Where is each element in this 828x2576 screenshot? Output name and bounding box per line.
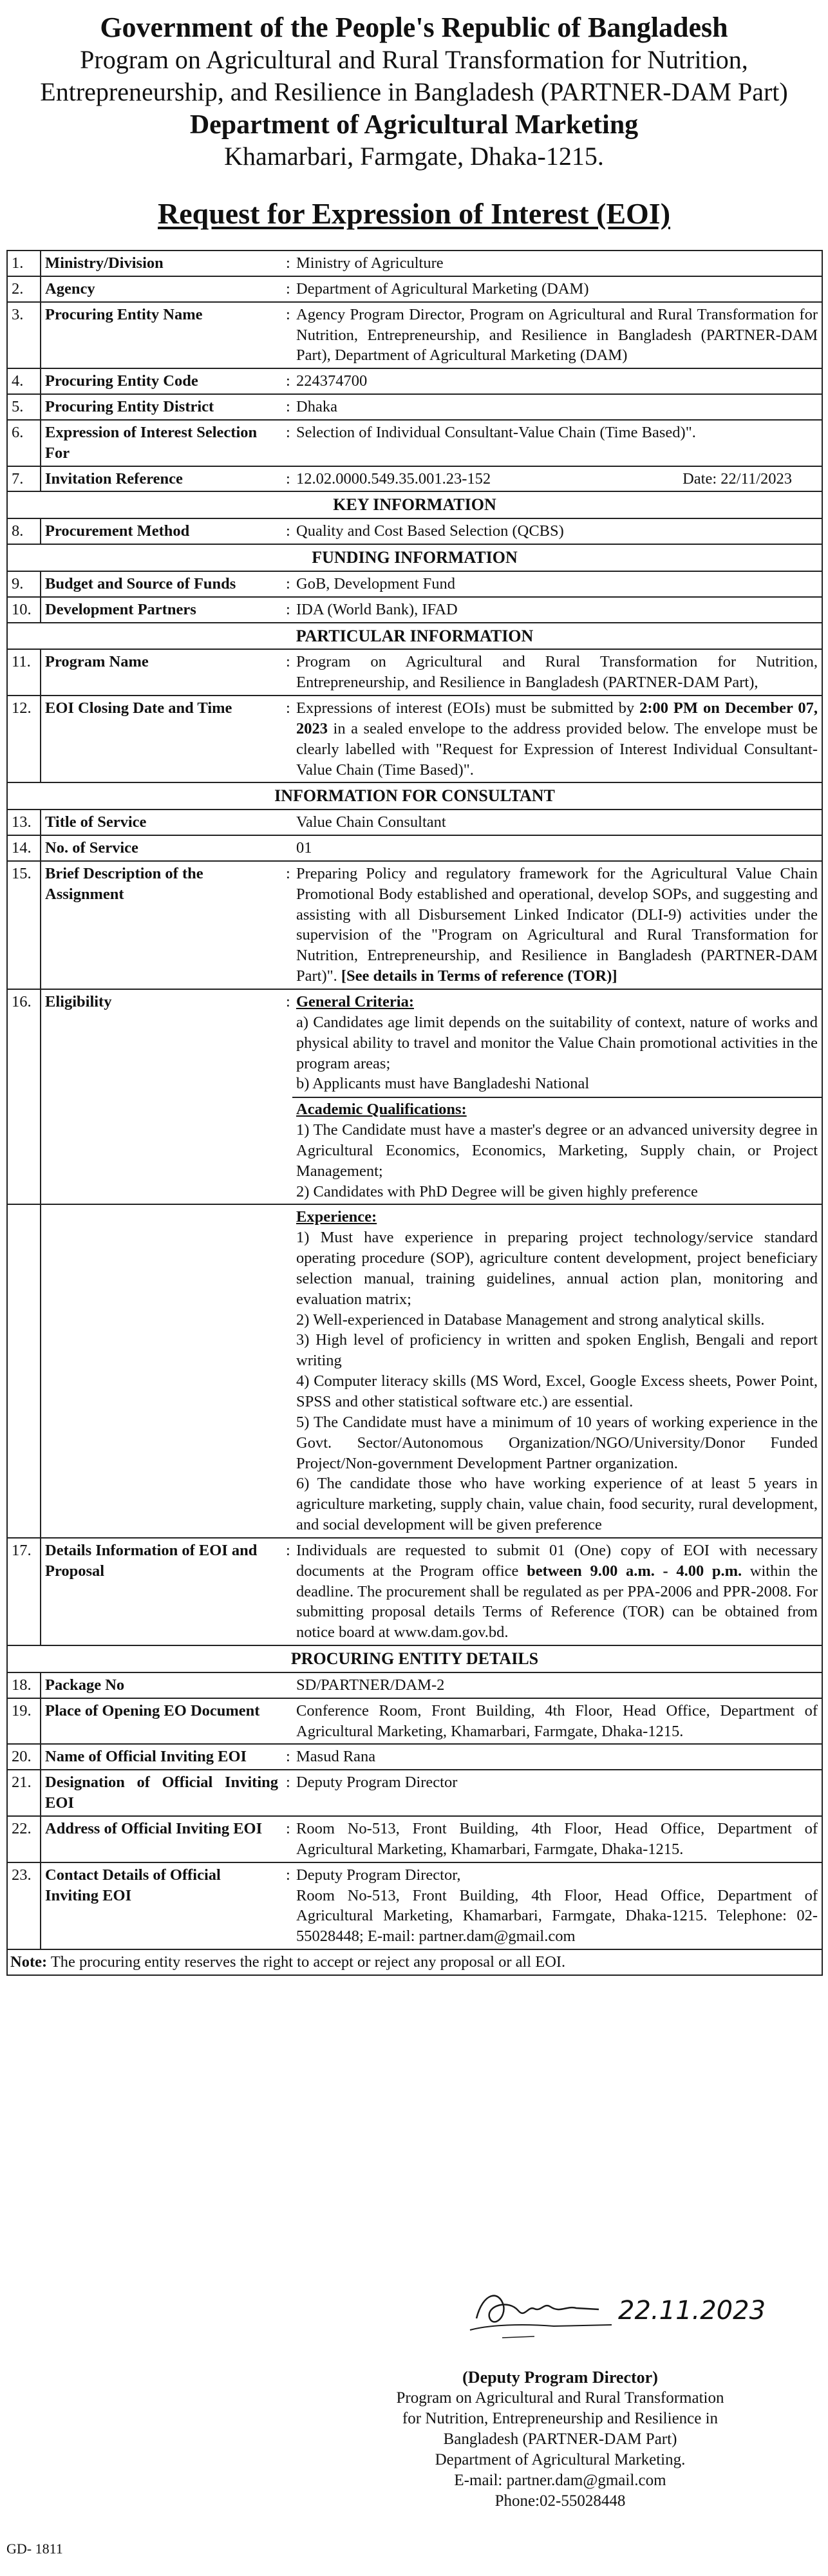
section-key-information: KEY INFORMATION bbox=[7, 491, 822, 518]
invitation-reference-number: 12.02.0000.549.35.001.23-152 bbox=[296, 469, 491, 488]
colon: : bbox=[282, 1816, 292, 1862]
experience-item-3: 3) High level of proficiency in written and spoken English, Bengali and report writing bbox=[296, 1331, 818, 1370]
row-number: 6. bbox=[7, 420, 41, 466]
row-number: 11. bbox=[7, 649, 41, 696]
row-label: Name of Official Inviting EOI bbox=[41, 1744, 282, 1770]
row-value: Ministry of Agriculture bbox=[292, 251, 822, 276]
colon: : bbox=[282, 861, 292, 989]
row-label: Ministry/Division bbox=[41, 251, 282, 276]
row-label: Program Name bbox=[41, 649, 282, 696]
section-header-row bbox=[7, 544, 822, 571]
row-label: Budget and Source of Funds bbox=[41, 571, 282, 597]
row-label: Contact Details of Official Inviting EOI bbox=[41, 1862, 282, 1949]
row-value: Selection of Individual Consultant-Value Chain (Time Based)". bbox=[292, 420, 822, 466]
row-number: 13. bbox=[7, 810, 41, 835]
office-hours: between 9.00 a.m. - 4.00 p.m. bbox=[527, 1562, 742, 1580]
row-number: 10. bbox=[7, 597, 41, 623]
row-value: Room No-513, Front Building, 4th Floor, Head Office, Department of Agricultural Marketing, Khamarbari, Farmgate, Dhaka-1215. bbox=[292, 1816, 822, 1862]
row-number: 9. bbox=[7, 571, 41, 597]
row-number: 4. bbox=[7, 368, 41, 394]
row-number: 22. bbox=[7, 1816, 41, 1862]
assignment-description: Preparing Policy and regulatory framework for the Agricultural Value Chain Promotional Body established and operational, develop SOPs, and suggesting and assisting with all Disbursement Linked Indicator (DLI-9) activities under the supervision of the "Program on Agricultural and Rural Transformation for Nutrition, Entrepreneurship, and Resilience in Bangladesh (PARTNER-DAM Part)". bbox=[296, 864, 818, 985]
eoi-details-post: within the deadline. The procurement shall be regulated as per PPA-2006 and PPR-2008. For submitting proposal details Terms of Reference (TOR) can be obtained from notice board at www.dam.gov.bd. bbox=[296, 1562, 818, 1642]
table-row bbox=[7, 1698, 822, 1745]
colon: : bbox=[282, 1770, 292, 1816]
eoi-table bbox=[6, 250, 823, 1976]
program-heading-line1: Program on Agricultural and Rural Transformation for Nutrition, bbox=[80, 45, 748, 74]
row-number: 14. bbox=[7, 835, 41, 861]
row-value bbox=[292, 696, 822, 782]
department-address: Khamarbari, Farmgate, Dhaka-1215. bbox=[224, 142, 604, 171]
row-value bbox=[292, 1204, 822, 1538]
signatory-line2: for Nutrition, Entrepreneurship and Resilience in bbox=[402, 2410, 719, 2428]
table-row bbox=[7, 420, 822, 466]
signature-date: 22.11.2023 bbox=[618, 2296, 766, 2325]
row-value: 224374700 bbox=[292, 368, 822, 394]
colon: : bbox=[282, 1862, 292, 1949]
row-value: IDA (World Bank), IFAD bbox=[292, 597, 822, 623]
note-text: The procuring entity reserves the right to accept or reject any proposal or all EOI. bbox=[47, 1953, 566, 1971]
closing-date-time: 2:00 PM on December 07, 2023 bbox=[296, 699, 818, 737]
row-value bbox=[292, 1862, 822, 1949]
eoi-details-pre: Individuals are requested to submit 01 (One) copy of EOI with necessary documents at the Program office bbox=[296, 1541, 818, 1580]
row-number: 1. bbox=[7, 251, 41, 276]
section-particular-information: PARTICULAR INFORMATION bbox=[7, 623, 822, 650]
row-number: 17. bbox=[7, 1538, 41, 1645]
row-label: Procuring Entity Code bbox=[41, 368, 282, 394]
general-criteria-a: a) Candidates age limit depends on the suitability of context, nature of works and physical ability to travel and monitor the Value Chain promotional activities in the program areas; bbox=[296, 1013, 818, 1072]
experience-item-5: 5) The Candidate must have a minimum of 10 years of working experience in the Govt. Sector/Autonomous Organization/NGO/University/Donor Funded Project/Non-government Development Partner organization. bbox=[296, 1413, 818, 1472]
row-number: 21. bbox=[7, 1770, 41, 1816]
row-value bbox=[292, 1538, 822, 1645]
colon bbox=[282, 1698, 292, 1745]
row-label: Package No bbox=[41, 1672, 282, 1698]
row-label: Expression of Interest Selection For bbox=[41, 420, 282, 466]
table-row bbox=[7, 1538, 822, 1645]
table-row bbox=[7, 1744, 822, 1770]
colon: : bbox=[282, 420, 292, 466]
signatory-email: E-mail: partner.dam@gmail.com bbox=[454, 2472, 666, 2490]
colon: : bbox=[282, 571, 292, 597]
row-label: Invitation Reference bbox=[41, 466, 282, 492]
signatory-line4: Department of Agricultural Marketing. bbox=[435, 2451, 686, 2469]
row-number: 19. bbox=[7, 1698, 41, 1745]
colon: : bbox=[282, 649, 292, 696]
colon: : bbox=[282, 597, 292, 623]
note-row bbox=[7, 1949, 822, 1975]
row-label: Address of Official Inviting EOI bbox=[41, 1816, 282, 1862]
colon bbox=[282, 810, 292, 835]
general-criteria-heading: General Criteria: bbox=[296, 992, 414, 1010]
row-value: SD/PARTNER/DAM-2 bbox=[292, 1672, 822, 1698]
table-row bbox=[7, 466, 822, 492]
closing-text-pre: Expressions of interest (EOIs) must be submitted by bbox=[296, 699, 640, 717]
row-value: Deputy Program Director bbox=[292, 1770, 822, 1816]
colon: : bbox=[282, 302, 292, 369]
table-row bbox=[7, 989, 822, 1204]
colon: : bbox=[282, 466, 292, 492]
table-row bbox=[7, 835, 822, 861]
row-value: Conference Room, Front Building, 4th Floor, Head Office, Department of Agricultural Marketing, Khamarbari, Farmgate, Dhaka-1215. bbox=[292, 1698, 822, 1745]
row-value bbox=[292, 466, 822, 492]
row-label: Designation of Official Inviting EOI bbox=[41, 1770, 282, 1816]
table-row bbox=[7, 649, 822, 696]
table-row bbox=[7, 251, 822, 276]
colon: : bbox=[282, 518, 292, 544]
colon: : bbox=[282, 989, 292, 1204]
colon: : bbox=[282, 394, 292, 420]
row-label: Brief Description of the Assignment bbox=[41, 861, 282, 989]
section-header-row bbox=[7, 1645, 822, 1672]
signatory-block bbox=[386, 2367, 734, 2512]
row-label: Procuring Entity District bbox=[41, 394, 282, 420]
table-row bbox=[7, 1672, 822, 1698]
row-value: Program on Agricultural and Rural Transformation for Nutrition, Entrepreneurship, and Resilience in Bangladesh (PARTNER-DAM Part), bbox=[292, 649, 822, 696]
row-value: Value Chain Consultant bbox=[292, 810, 822, 835]
table-row bbox=[7, 302, 822, 369]
colon: : bbox=[282, 1744, 292, 1770]
colon: : bbox=[282, 696, 292, 782]
closing-text-post: in a sealed envelope to the address provided below. The envelope must be clearly labelled with "Request for Expression of Interest Individual Consultant-Value Chain (Time Based)". bbox=[296, 719, 818, 779]
academic-heading: Academic Qualifications: bbox=[296, 1101, 467, 1119]
table-row bbox=[7, 597, 822, 623]
row-number: 18. bbox=[7, 1672, 41, 1698]
table-row bbox=[7, 276, 822, 302]
row-label: EOI Closing Date and Time bbox=[41, 696, 282, 782]
signatory-line3: Bangladesh (PARTNER-DAM Part) bbox=[443, 2430, 677, 2448]
gd-code: GD- 1811 bbox=[6, 2541, 63, 2557]
colon: : bbox=[282, 251, 292, 276]
row-number: 5. bbox=[7, 394, 41, 420]
colon bbox=[282, 835, 292, 861]
row-value: Dhaka bbox=[292, 394, 822, 420]
table-row bbox=[7, 1770, 822, 1816]
contact-designation: Deputy Program Director, bbox=[296, 1866, 461, 1884]
note bbox=[7, 1949, 822, 1975]
row-label: Development Partners bbox=[41, 597, 282, 623]
section-procuring-entity-details: PROCURING ENTITY DETAILS bbox=[7, 1645, 822, 1672]
table-row bbox=[7, 1204, 822, 1538]
row-value: 01 bbox=[292, 835, 822, 861]
table-row bbox=[7, 696, 822, 782]
note-label: Note: bbox=[10, 1953, 48, 1971]
signatory-title: (Deputy Program Director) bbox=[462, 2368, 658, 2387]
row-value: GoB, Development Fund bbox=[292, 571, 822, 597]
section-header-row bbox=[7, 782, 822, 810]
colon: : bbox=[282, 1538, 292, 1645]
section-information-for-consultant: INFORMATION FOR CONSULTANT bbox=[7, 782, 822, 810]
row-label: Details Information of EOI and Proposal bbox=[41, 1538, 282, 1645]
row-value: Masud Rana bbox=[292, 1744, 822, 1770]
experience-heading: Experience: bbox=[296, 1208, 377, 1226]
colon bbox=[282, 1672, 292, 1698]
row-label: Procurement Method bbox=[41, 518, 282, 544]
row-value: Department of Agricultural Marketing (DAM) bbox=[292, 276, 822, 302]
row-value: Agency Program Director, Program on Agricultural and Rural Transformation for Nutrition, Entrepreneurship, and Resilience in Bangladesh (PARTNER-DAM Part), Department of Agricultural Marketing (DAM) bbox=[292, 302, 822, 369]
general-criteria-b: b) Applicants must have Bangladeshi National bbox=[296, 1075, 590, 1093]
row-label: Place of Opening EO Document bbox=[41, 1698, 282, 1745]
row-label: Eligibility bbox=[41, 989, 282, 1204]
row-value bbox=[292, 989, 822, 1204]
row-number: 2. bbox=[7, 276, 41, 302]
table-row bbox=[7, 1862, 822, 1949]
table-row bbox=[7, 518, 822, 544]
section-header-row bbox=[7, 623, 822, 650]
section-header-row bbox=[7, 491, 822, 518]
academic-item-1: 1) The Candidate must have a master's degree or an advanced university degree in Agricultural Economics, Economics, Marketing, Supply chain, or Project Management; bbox=[296, 1121, 818, 1180]
signatory-line1: Program on Agricultural and Rural Transformation bbox=[396, 2389, 724, 2407]
document-title: Request for Expression of Interest (EOI) bbox=[157, 197, 671, 230]
row-value bbox=[292, 861, 822, 989]
contact-address: Room No-513, Front Building, 4th Floor, Head Office, Department of Agricultural Marketing, Khamarbari, Farmgate, Dhaka-1215. Telephone: 02-55028448; E-mail: partner.dam@gmail.com bbox=[296, 1886, 818, 1946]
experience-item-2: 2) Well-experienced in Database Management and strong analytical skills. bbox=[296, 1311, 765, 1329]
row-number: 12. bbox=[7, 696, 41, 782]
invitation-date: Date: 22/11/2023 bbox=[682, 469, 792, 488]
tor-reference: [See details in Terms of reference (TOR)] bbox=[341, 967, 617, 985]
table-row bbox=[7, 810, 822, 835]
experience-item-4: 4) Computer literacy skills (MS Word, Excel, Google Excess sheets, Power Point, SPSS and other statistical software etc.) are essential. bbox=[296, 1372, 818, 1410]
experience-item-6: 6) The candidate those who have working experience of at least 5 years in agriculture marketing, supply chain, value chain, food security, rural development, and social development will be given preference bbox=[296, 1475, 818, 1534]
colon: : bbox=[282, 368, 292, 394]
row-number: 16. bbox=[7, 989, 41, 1204]
row-label: Procuring Entity Name bbox=[41, 302, 282, 369]
academic-item-2: 2) Candidates with PhD Degree will be given highly preference bbox=[296, 1182, 698, 1200]
table-row bbox=[7, 571, 822, 597]
table-row bbox=[7, 861, 822, 989]
row-value: Quality and Cost Based Selection (QCBS) bbox=[292, 518, 822, 544]
colon: : bbox=[282, 276, 292, 302]
row-number: 7. bbox=[7, 466, 41, 492]
row-label: Title of Service bbox=[41, 810, 282, 835]
row-label: Agency bbox=[41, 276, 282, 302]
table-row bbox=[7, 1816, 822, 1862]
row-number: 20. bbox=[7, 1744, 41, 1770]
government-heading: Government of the People's Republic of Bangladesh bbox=[100, 12, 728, 43]
row-number: 15. bbox=[7, 861, 41, 989]
row-number: 3. bbox=[7, 302, 41, 369]
row-number: 8. bbox=[7, 518, 41, 544]
department-heading: Department of Agricultural Marketing bbox=[189, 110, 639, 140]
table-row bbox=[7, 368, 822, 394]
row-label: No. of Service bbox=[41, 835, 282, 861]
experience-item-1: 1) Must have experience in preparing project technology/service standard operating procedure (SOP), agriculture content development, project beneficiary selection manual, training guidelines, annual action plan, monitoring and evaluation matrix; bbox=[296, 1229, 818, 1308]
signatory-phone: Phone:02-55028448 bbox=[494, 2492, 626, 2510]
section-funding-information: FUNDING INFORMATION bbox=[7, 544, 822, 571]
program-heading-line2: Entrepreneurship, and Resilience in Bangladesh (PARTNER-DAM Part) bbox=[40, 77, 788, 106]
row-number: 23. bbox=[7, 1862, 41, 1949]
table-row bbox=[7, 394, 822, 420]
